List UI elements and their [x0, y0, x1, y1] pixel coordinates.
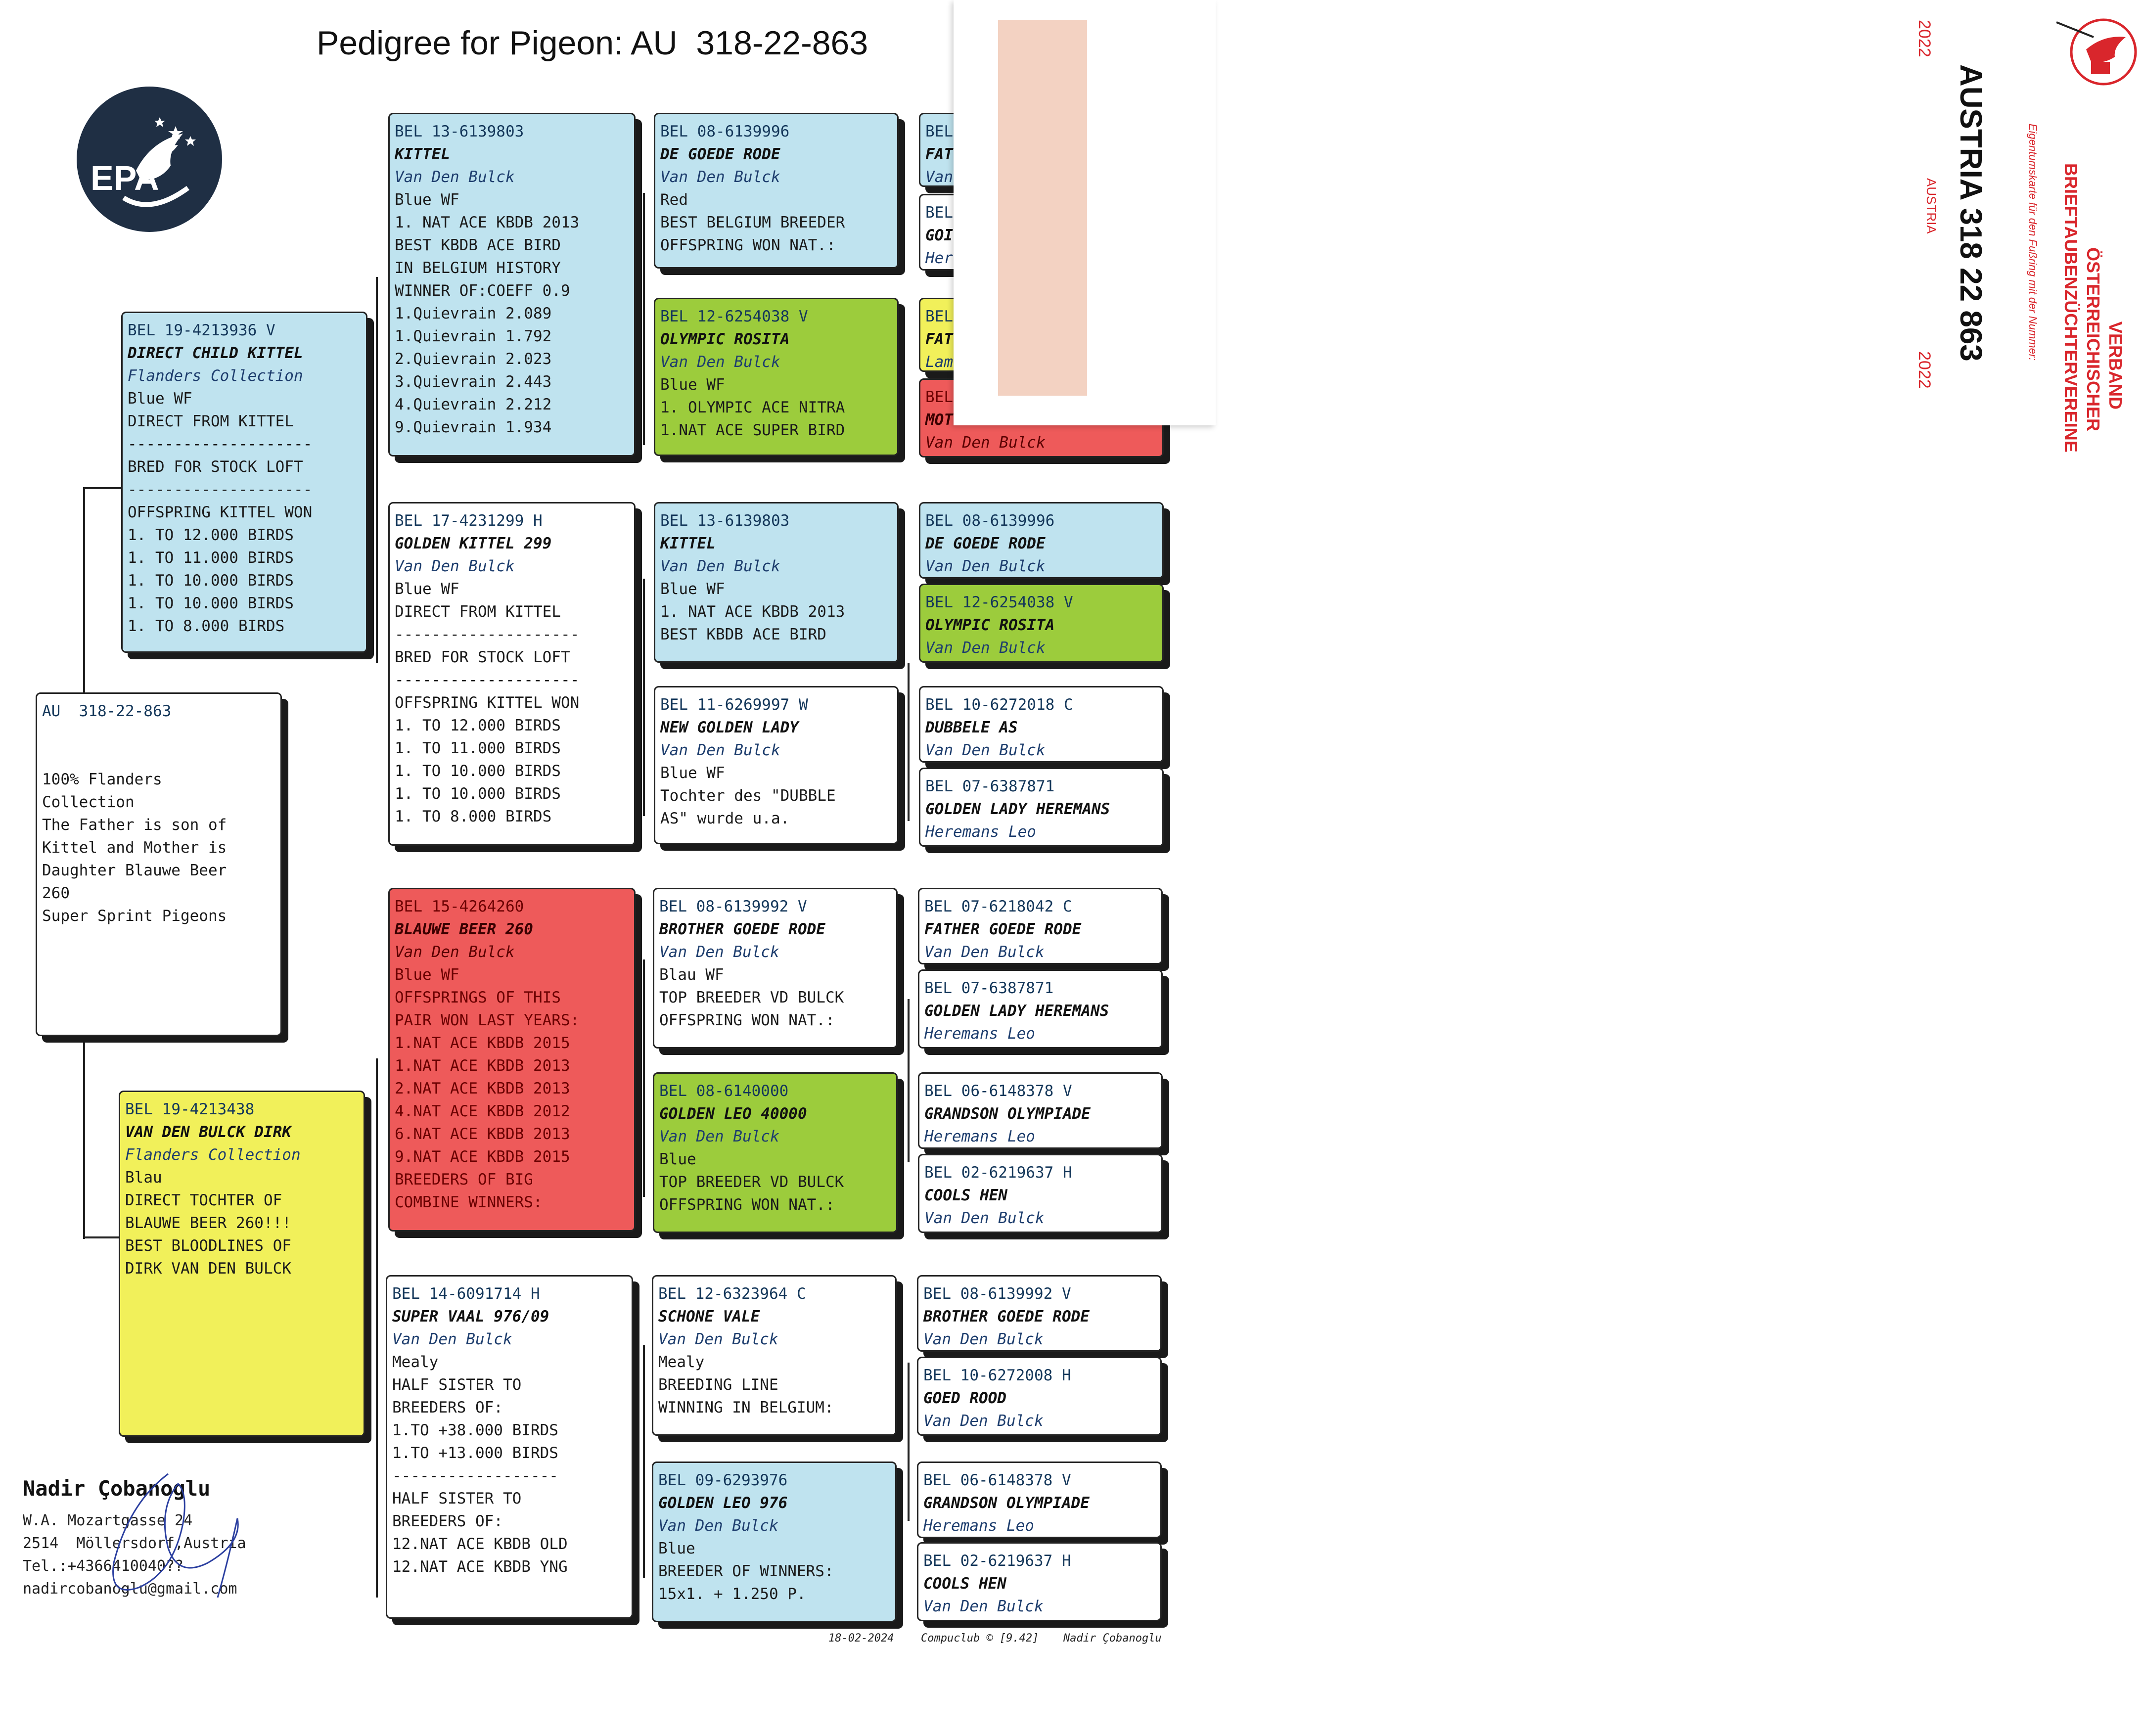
note-line: 12.NAT ACE KBDB OLD	[392, 1535, 568, 1553]
gen4-card[interactable]	[918, 969, 1163, 1049]
subject-note: Daughter Blauwe Beer	[42, 862, 227, 879]
breeder-name: Heremans Leo	[924, 1128, 1035, 1145]
connector	[643, 1345, 645, 1578]
mother-card[interactable]	[119, 1091, 365, 1437]
ring-id: BEL 07-6218042 C	[924, 898, 1072, 915]
breeder-name: Heremans Leo	[925, 823, 1036, 841]
note-line: 1.NAT ACE KBDB 2013	[395, 1057, 570, 1075]
owner-city: 2514 Möllersdorf,Austria	[23, 1535, 246, 1552]
breeder-name: Van Den Bulck	[923, 1412, 1044, 1430]
gen4-card[interactable]	[917, 1357, 1162, 1436]
note-line: BEST BLOODLINES OF	[125, 1237, 291, 1255]
pigeon-name: MOT	[925, 411, 953, 429]
note-line: 1.NAT ACE KBDB 2015	[395, 1034, 570, 1052]
ring-id: BEL 06-6148378 V	[923, 1471, 1071, 1489]
gen4-card[interactable]	[918, 1072, 1163, 1149]
pigeon-name: NEW GOLDEN LADY	[660, 719, 799, 736]
ring-id: BEL 12-6254038 V	[660, 308, 808, 325]
page-title: Pedigree for Pigeon: AU 318-22-863	[317, 24, 868, 62]
pigeon-name: GRANDSON OLYMPIADE	[923, 1494, 1090, 1512]
note-line: 1. TO 12.000 BIRDS	[395, 717, 561, 734]
note-line: OFFSPRING KITTEL WON	[395, 694, 580, 712]
ring-id: BEL 10-6272008 H	[923, 1367, 1071, 1384]
ring-id: BEL 14-6091714 H	[392, 1285, 540, 1303]
note-line: 2.Quievrain 2.023	[395, 350, 552, 368]
ring-id: BEL 17-4231299 H	[395, 512, 543, 530]
note-line: OFFSPRING WON NAT.:	[659, 1196, 835, 1214]
note-line: 9.NAT ACE KBDB 2015	[395, 1148, 570, 1166]
gen4-card[interactable]	[919, 768, 1164, 847]
note-line: OFFSPRINGS OF THIS	[395, 989, 561, 1006]
breeder-name: Van Den Bulck	[659, 1128, 779, 1145]
granddam-paternal-card[interactable]	[388, 502, 636, 846]
pigeon-name: KITTEL	[395, 145, 450, 163]
ring-id: BEL 08-6139996	[925, 512, 1055, 530]
father-card[interactable]	[121, 312, 367, 653]
note-line: Blue WF	[660, 764, 725, 782]
note-line: 4.NAT ACE KBDB 2012	[395, 1102, 570, 1120]
note-line: 1. TO 10.000 BIRDS	[395, 785, 561, 803]
pigeon-name: DE GOEDE RODE	[660, 145, 780, 163]
ring-id: BEL 06-6148378 V	[924, 1082, 1072, 1100]
subject-ring-id: AU 318-22-863	[42, 702, 172, 720]
breeder-name: Van Den Bulck	[924, 943, 1045, 961]
note-line: BREEDERS OF BIG	[395, 1171, 533, 1188]
ring-id: BEL 12-6254038 V	[925, 594, 1073, 611]
pigeon-name: COOLS HEN	[924, 1187, 1007, 1204]
breeder-name: Van Den Bulck	[660, 741, 780, 759]
breeder-name: Flanders Collection	[128, 367, 303, 385]
note-line: 1.NAT ACE SUPER BIRD	[660, 421, 845, 439]
note-line: 1.TO +38.000 BIRDS	[392, 1421, 558, 1439]
note-line: IN BELGIUM HISTORY	[395, 259, 561, 277]
gen4-card[interactable]	[917, 1542, 1162, 1621]
note-line: DIRECT FROM KITTEL	[395, 603, 561, 621]
pigeon-name: FATHER GOEDE RODE	[924, 920, 1082, 938]
note-line: 1. TO 11.000 BIRDS	[395, 739, 561, 757]
connector	[376, 1058, 378, 1598]
breeder-name: Van Den Bulck	[925, 639, 1046, 657]
subject-note: Collection	[42, 793, 135, 811]
breeder-name: Van Den Bulck	[659, 943, 779, 961]
connector	[908, 1363, 910, 1521]
note-line: Blue WF	[395, 580, 459, 598]
gen4-card[interactable]	[917, 1275, 1162, 1352]
pigeon-name: GOLDEN LEO 976	[658, 1494, 788, 1512]
org-line-2: ÖSTERREICHISCHER	[2083, 247, 2103, 432]
note-line: Blue WF	[660, 580, 725, 598]
note-line: OFFSPRING WON NAT.:	[659, 1011, 835, 1029]
owner-email[interactable]: nadircobanoglu@gmail.com	[23, 1580, 237, 1598]
note-line: 3.Quievrain 2.443	[395, 373, 552, 391]
subject-note: Super Sprint Pigeons	[42, 907, 227, 925]
note-line: --------------------	[395, 671, 580, 689]
note-line: 1. TO 10.000 BIRDS	[128, 594, 294, 612]
pigeon-name: SCHONE VALE	[658, 1308, 760, 1325]
pigeon-name: COOLS HEN	[923, 1575, 1006, 1593]
breeder-name: Van Den Bulck	[923, 1330, 1044, 1348]
note-line: --------------------	[128, 481, 313, 499]
breeder-name: Van Den Bulck	[392, 1330, 512, 1348]
grandsire-paternal-card[interactable]	[388, 113, 636, 457]
pigeon-name: BLAUWE BEER 260	[395, 920, 533, 938]
breeder-name: Van Den Bulck	[660, 557, 780, 575]
pigeon-name: BROTHER GOEDE RODE	[659, 920, 825, 938]
pigeon-name: DIRECT CHILD KITTEL	[128, 344, 303, 362]
note-line: BEST BELGIUM BREEDER	[660, 214, 845, 231]
pigeon-name: FAT	[925, 145, 953, 163]
great-grandparent-card[interactable]	[652, 1275, 897, 1436]
subject-note: Kittel and Mother is	[42, 839, 227, 857]
breeder-name: Heremans Leo	[924, 1025, 1035, 1043]
pigeon-name: OLYMPIC ROSITA	[660, 330, 790, 348]
note-line: 1. TO 11.000 BIRDS	[128, 549, 294, 567]
note-line: Blue WF	[395, 191, 459, 209]
note-line: --------------------	[395, 626, 580, 643]
ring-id: BEL 02-6219637 H	[924, 1164, 1072, 1182]
note-line: DIRK VAN DEN BULCK	[125, 1260, 291, 1278]
ring-id: BEL 08-6139996	[660, 123, 790, 140]
note-line: BEST KBDB ACE BIRD	[395, 236, 561, 254]
owner-phone: Tel.:+4366410040??	[23, 1557, 184, 1575]
note-line: 1. TO 10.000 BIRDS	[395, 762, 561, 780]
org-line-3: BRIEFTAUBENZÜCHTERVEREINE	[2061, 163, 2081, 453]
note-line: Mealy	[392, 1353, 439, 1371]
gen4-card[interactable]	[917, 1462, 1162, 1538]
great-grandparent-card[interactable]	[654, 113, 899, 269]
breeder-name: Van Den Bulck	[660, 353, 780, 371]
ring-id: BEL	[925, 123, 953, 140]
pigeon-name: BROTHER GOEDE RODE	[923, 1308, 1090, 1325]
connector	[376, 277, 378, 663]
grandsire-maternal-card[interactable]	[388, 888, 636, 1232]
pigeon-name: KITTEL	[660, 535, 716, 552]
breeder-name: Van Den Bulck	[660, 168, 780, 186]
note-line: Red	[660, 191, 688, 209]
connector	[908, 663, 910, 821]
breeder-name: Van Den Bulck	[395, 943, 515, 961]
subject-note: 260	[42, 884, 70, 902]
breeder-name: Van Den Bulck	[925, 741, 1046, 759]
note-line: 1. TO 12.000 BIRDS	[128, 526, 294, 544]
breeder-name: Van Den Bulck	[923, 1598, 1044, 1615]
note-line: 2.NAT ACE KBDB 2013	[395, 1080, 570, 1097]
note-line: PAIR WON LAST YEARS:	[395, 1011, 580, 1029]
breeder-name: Van Den Bulck	[658, 1517, 778, 1535]
pigeon-name: VAN DEN BULCK DIRK	[125, 1123, 291, 1141]
ring-year-bottom: 2022	[1915, 351, 1934, 389]
note-line: OFFSPRING WON NAT.:	[660, 236, 836, 254]
pigeon-name: GOLDEN LADY HEREMANS	[925, 800, 1110, 818]
breeder-name: Flanders Collection	[125, 1146, 301, 1164]
gen4-card[interactable]	[919, 584, 1164, 663]
note-line: 12.NAT ACE KBDB YNG	[392, 1558, 568, 1576]
note-line: WINNING IN BELGIUM:	[658, 1399, 834, 1416]
note-line: DIRECT FROM KITTEL	[128, 412, 294, 430]
ring-id: BEL 08-6140000	[659, 1082, 789, 1100]
note-line: COMBINE WINNERS:	[395, 1193, 543, 1211]
pigeon-name: SUPER VAAL 976/09	[392, 1308, 549, 1325]
gen4-card[interactable]	[918, 1154, 1163, 1233]
note-line: 6.NAT ACE KBDB 2013	[395, 1125, 570, 1143]
breeder-name: Lam	[925, 353, 953, 371]
owner-name: Nadir Çobanoglu	[23, 1476, 211, 1501]
ring-id: BEL 08-6139992 V	[659, 898, 807, 915]
great-grandparent-card[interactable]	[653, 888, 898, 1049]
granddam-maternal-card[interactable]	[386, 1275, 633, 1619]
note-line: BEST KBDB ACE BIRD	[660, 626, 826, 643]
ring-year-top: 2022	[1915, 20, 1934, 57]
note-line: 1. OLYMPIC ACE NITRA	[660, 399, 845, 416]
note-line: Tochter des "DUBBLE	[660, 787, 836, 805]
note-line: 4.Quievrain 2.212	[395, 396, 552, 413]
note-line: Blue WF	[395, 966, 459, 984]
ring-id: BEL 12-6323964 C	[658, 1285, 806, 1303]
software-credit: Compuclub © [9.42]	[921, 1632, 1039, 1645]
breeder-name: Van Den Bulck	[658, 1330, 778, 1348]
note-line: AS" wurde u.a.	[660, 810, 790, 827]
ring-id: BEL	[925, 308, 953, 325]
pigeon-name: FAT	[925, 330, 953, 348]
ring-id: BEL 13-6139803	[660, 512, 790, 530]
note-line: HALF SISTER TO	[392, 1376, 522, 1394]
note-line: HALF SISTER TO	[392, 1490, 522, 1508]
great-grandparent-card[interactable]	[654, 686, 899, 844]
note-line: 1. NAT ACE KBDB 2013	[660, 603, 845, 621]
ring-id: BEL 11-6269997 W	[660, 696, 808, 714]
breeder-name: Van Den Bulck	[395, 557, 515, 575]
pigeon-emblem-icon	[2056, 15, 2143, 87]
connector	[83, 487, 123, 489]
ring-id: BEL 10-6272018 C	[925, 696, 1073, 714]
note-line: Mealy	[658, 1353, 705, 1371]
ring-number-band	[998, 20, 1087, 396]
note-line: TOP BREEDER VD BULCK	[659, 1173, 844, 1191]
ownership-note: Eigentumskarte für den Fußring mit der Nummer:	[2027, 124, 2039, 361]
breeder-name: Van	[925, 168, 953, 186]
note-line: BLAUWE BEER 260!!!	[125, 1214, 291, 1232]
pigeon-name: GOED ROOD	[923, 1389, 1006, 1407]
note-line: --------------------	[128, 435, 313, 453]
pigeon-name: GOLDEN LADY HEREMANS	[924, 1002, 1109, 1020]
note-line: 1. NAT ACE KBDB 2013	[395, 214, 580, 231]
ring-id: BEL 19-4213438	[125, 1100, 255, 1118]
note-line: 1.TO +13.000 BIRDS	[392, 1444, 558, 1462]
ring-id: BEL 15-4264260	[395, 898, 524, 915]
note-line: BREEDER OF WINNERS:	[658, 1562, 834, 1580]
ring-id: BEL 09-6293976	[658, 1471, 788, 1489]
great-grandparent-card[interactable]	[653, 1072, 898, 1233]
breeder-name: Van Den Bulck	[395, 168, 515, 186]
ring-id: BEL 02-6219637 H	[923, 1552, 1071, 1570]
subject-card[interactable]	[36, 692, 282, 1036]
great-grandparent-card[interactable]	[654, 502, 899, 663]
gen4-card[interactable]	[919, 686, 1164, 763]
pigeon-name: GOLDEN KITTEL 299	[395, 535, 552, 552]
note-line: ------------------	[392, 1467, 558, 1485]
note-line: Blau WF	[659, 966, 724, 984]
note-line: Blue	[659, 1150, 696, 1168]
ring-number: AUSTRIA 318 22 863	[1954, 64, 1988, 362]
connector	[908, 999, 910, 1162]
ring-id: BEL 08-6139992 V	[923, 1285, 1071, 1303]
note-line: Blue	[658, 1540, 695, 1557]
note-line: 1. TO 10.000 BIRDS	[128, 572, 294, 590]
org-line-1: VERBAND	[2105, 321, 2126, 410]
ring-id: BEL 07-6387871	[925, 777, 1055, 795]
note-line: 1. TO 8.000 BIRDS	[395, 808, 552, 825]
breeder-name: Van Den Bulck	[925, 434, 1046, 452]
ring-id: BEL 19-4213936 V	[128, 321, 275, 339]
note-line: WINNER OF:COEFF 0.9	[395, 282, 570, 300]
signature-scribble	[94, 1464, 262, 1612]
great-grandparent-card[interactable]	[652, 1462, 897, 1622]
connector	[643, 193, 645, 445]
note-line: 1. TO 8.000 BIRDS	[128, 617, 285, 635]
subject-note: The Father is son of	[42, 816, 227, 834]
note-line: 15x1. + 1.250 P.	[658, 1585, 806, 1603]
ring-country: AUSTRIA	[1924, 178, 1939, 234]
note-line: BRED FOR STOCK LOFT	[395, 648, 570, 666]
pigeon-name: GOLDEN LEO 40000	[659, 1105, 807, 1123]
note-line: 9.Quievrain 1.934	[395, 418, 552, 436]
breeder-name: Heremans Leo	[923, 1517, 1034, 1535]
breeder-name: Van Den Bulck	[925, 557, 1046, 575]
note-line: Blau	[125, 1169, 162, 1187]
pigeon-name: GOI	[925, 227, 953, 244]
note-line: TOP BREEDER VD BULCK	[659, 989, 844, 1006]
note-line: Blue WF	[660, 376, 725, 394]
note-line: Blue WF	[128, 390, 192, 408]
footer-author: Nadir Çobanoglu	[1063, 1632, 1162, 1645]
ring-id: BEL	[925, 388, 953, 406]
breeder-name: Van Den Bulck	[924, 1209, 1045, 1227]
note-line: BREEDING LINE	[658, 1376, 778, 1394]
pigeon-name: DE GOEDE RODE	[925, 535, 1046, 552]
pigeon-name: OLYMPIC ROSITA	[925, 616, 1055, 634]
print-date: 18-02-2024	[828, 1632, 894, 1645]
epa-logo	[77, 87, 223, 232]
subject-note: 100% Flanders	[42, 771, 162, 788]
connector	[83, 1236, 123, 1238]
ring-id: BEL	[925, 204, 953, 222]
owner-address: W.A. Mozartgasse 24	[23, 1512, 193, 1529]
note-line: DIRECT TOCHTER OF	[125, 1191, 282, 1209]
connector	[643, 959, 645, 1197]
breeder-name: Her	[925, 249, 953, 267]
pigeon-name: DUBBELE AS	[925, 719, 1018, 736]
ring-id: BEL 13-6139803	[395, 123, 524, 140]
pigeon-name: GRANDSON OLYMPIADE	[924, 1105, 1091, 1123]
note-line: BRED FOR STOCK LOFT	[128, 458, 303, 476]
gen4-card[interactable]	[919, 502, 1164, 579]
note-line: BREEDERS OF:	[392, 1512, 503, 1530]
note-line: 1.Quievrain 1.792	[395, 327, 552, 345]
logo-text: EPA	[91, 159, 159, 197]
note-line: BREEDERS OF:	[392, 1399, 503, 1416]
note-line: 1.Quievrain 2.089	[395, 305, 552, 322]
note-line: OFFSPRING KITTEL WON	[128, 503, 313, 521]
great-grandparent-card[interactable]	[654, 298, 899, 456]
connector	[643, 579, 645, 816]
gen4-card[interactable]	[918, 888, 1163, 964]
ring-id: BEL 07-6387871	[924, 979, 1054, 997]
